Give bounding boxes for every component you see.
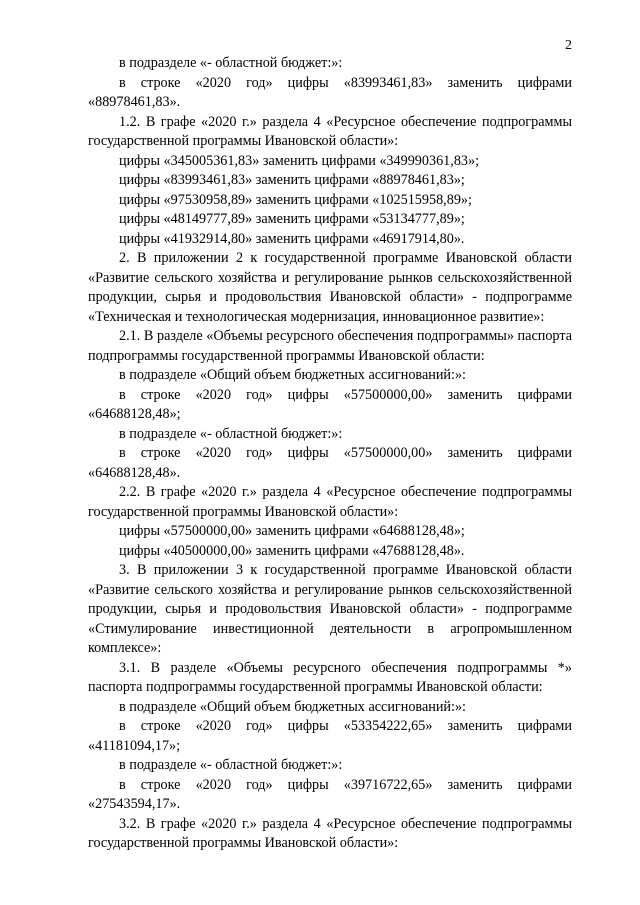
paragraph: в подразделе «Общий объем бюджетных ассигнований:»: (119, 367, 466, 383)
paragraph: в строке «2020 год» цифры «83993461,83» заменить цифрами «88978461,83». (88, 74, 572, 110)
paragraph: в строке «2020 год» цифры «57500000,00» заменить цифрами «64688128,48»; (88, 386, 572, 422)
paragraph: в строке «2020 год» цифры «53354222,65» заменить цифрами «41181094,17»; (88, 718, 572, 754)
paragraph: 1.2. В графе «2020 г.» раздела 4 «Ресурсное обеспечение подпрограммы государственной программы Ивановской области»: (88, 113, 572, 149)
paragraph: цифры «57500000,00» заменить цифрами «64688128,48»; (119, 523, 465, 539)
paragraph: в строке «2020 год» цифры «57500000,00» заменить цифрами «64688128,48». (88, 445, 572, 481)
paragraph: 2.2. В графе «2020 г.» раздела 4 «Ресурсное обеспечение подпрограммы государственной программы Ивановской области»: (88, 484, 572, 520)
paragraph: 3.1. В разделе «Объемы ресурсного обеспечения подпрограммы *» паспорта подпрограммы государственной программы Ивановской области: (88, 659, 572, 695)
paragraph: цифры «40500000,00» заменить цифрами «47688128,48». (119, 542, 465, 559)
paragraph: 3. В приложении 3 к государственной программе Ивановской области «Развитие сельского хозяйства и регулирование рынков сельскохозяйственной продукции, сырья и продовольствия Ивановской области» - подпрограмме «Стимулирование инвестиционной деятельности в агропромышленном комплексе»: (88, 562, 572, 656)
page-number: 2 (565, 38, 572, 53)
paragraph: цифры «345005361,83» заменить цифрами «349990361,83»; (119, 152, 480, 169)
paragraph: цифры «41932914,80» заменить цифрами «46917914,80». (119, 230, 465, 247)
paragraph: цифры «48149777,89» заменить цифрами «53134777,89»; (119, 211, 465, 227)
paragraph: 2.1. В разделе «Объемы ресурсного обеспечения подпрограммы» паспорта подпрограммы государственной программы Ивановской области: (88, 328, 572, 364)
paragraph: 2. В приложении 2 к государственной программе Ивановской области «Развитие сельского хозяйства и регулирование рынков сельскохозяйственной продукции, сырья и продовольствия Ивановской области» - подпрограмме «Техническая и технологическая модернизация, инновационное развитие»: (88, 250, 572, 325)
paragraph: цифры «97530958,89» заменить цифрами «102515958,89»; (119, 191, 472, 208)
paragraph: 3.2. В графе «2020 г.» раздела 4 «Ресурсное обеспечение подпрограммы государственной программы Ивановской области»: (88, 815, 572, 851)
document-body (88, 54, 572, 854)
paragraph: цифры «83993461,83» заменить цифрами «88978461,83»; (119, 172, 465, 188)
paragraph: в подразделе «Общий объем бюджетных ассигнований:»: (119, 698, 466, 715)
paragraph: в подразделе «- областной бюджет:»: (119, 55, 343, 71)
paragraph: в подразделе «- областной бюджет:»: (119, 757, 343, 773)
paragraph: в строке «2020 год» цифры «39716722,65» заменить цифрами «27543594,17». (88, 776, 572, 812)
paragraph: в подразделе «- областной бюджет:»: (119, 425, 343, 442)
